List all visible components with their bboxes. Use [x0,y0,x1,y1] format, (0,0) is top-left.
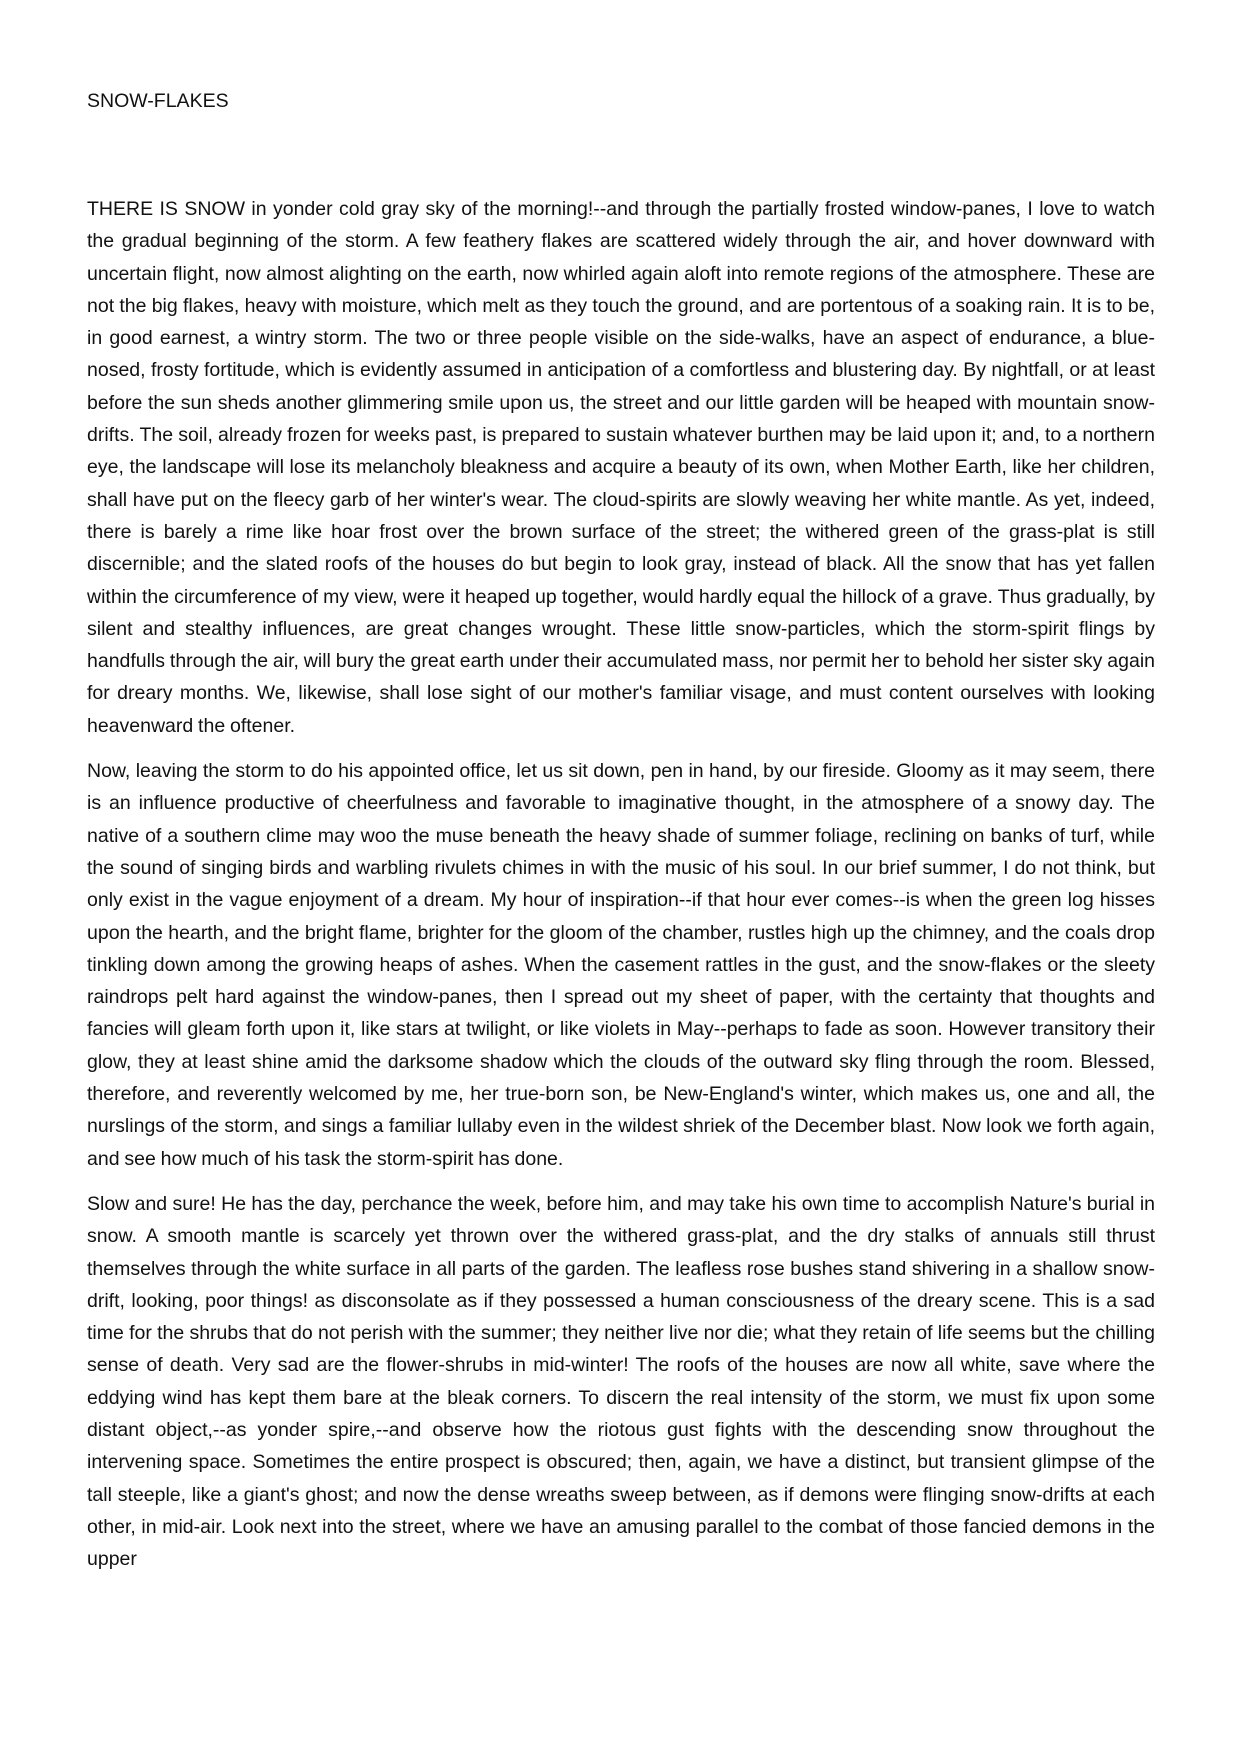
paragraph-3: Slow and sure! He has the day, perchance the week, before him, and may take his own time to accomplish Nature's burial in snow. A smooth mantle is scarcely yet thrown over the withered grass-plat, and the dry stalks of annuals still thrust themselves through the white surface in all parts of the garden. The leafless rose bushes stand shivering in a shallow snow-drift, looking, poor things! as disconsolate as if they possessed a human consciousness of the dreary scene. This is a sad time for the shrubs that do not perish with the summer; they neither live nor die; what they retain of life seems but the chilling sense of death. Very sad are the flower-shrubs in mid-winter! The roofs of the houses are now all white, save where the eddying wind has kept them bare at the bleak corners. To discern the real intensity of the storm, we must fix upon some distant object,--as yonder spire,--and observe how the riotous gust fights with the descending snow throughout the intervening space. Sometimes the entire prospect is obscured; then, again, we have a distinct, but transient glimpse of the tall steeple, like a giant's ghost; and now the dense wreaths sweep between, as if demons were flinging snow-drifts at each other, in mid-air. Look next into the street, where we have an amusing parallel to the combat of those fancied demons in the upper [87,1192,1155,1571]
page-title: SNOW-FLAKES [87,90,229,112]
paragraph-2: Now, leaving the storm to do his appointed office, let us sit down, pen in hand, by our fireside. Gloomy as it may seem, there is an influence productive of cheerfulness and favorable to imaginative thought, in the atmosphere of a snowy day. The native of a southern clime may woo the muse beneath the heavy shade of summer foliage, reclining on banks of turf, while the sound of singing birds and warbling rivulets chimes in with the music of his soul. In our brief summer, I do not think, but only exist in the vague enjoyment of a dream. My hour of inspiration--if that hour ever comes--is when the green log hisses upon the hearth, and the bright flame, brighter for the gloom of the chamber, rustles high up the chimney, and the coals drop tinkling down among the growing heaps of ashes. When the casement rattles in the gust, and the snow-flakes or the sleety raindrops pelt hard against the window-panes, then I spread out my sheet of paper, with the certainty that thoughts and fancies will gleam forth upon it, like stars at twilight, or like violets in May--perhaps to fade as soon. However transitory their glow, they at least shine amid the darksome shadow which the clouds of the outward sky fling through the room. Blessed, therefore, and reverently welcomed by me, her true-born son, be New-England's winter, which makes us, one and all, the nurslings of the storm, and sings a familiar lullaby even in the wildest shriek of the December blast. Now look we forth again, and see how much of his task the storm-spirit has done. [87,760,1155,1170]
paragraph-1: THERE IS SNOW in yonder cold gray sky of the morning!--and through the partially frosted window-panes, I love to watch the gradual beginning of the storm. A few feathery flakes are scattered widely through the air, and hover downward with uncertain flight, now almost alighting on the earth, now whirled again aloft into remote regions of the atmosphere. These are not the big flakes, heavy with moisture, which melt as they touch the ground, and are portentous of a soaking rain. It is to be, in good earnest, a wintry storm. The two or three people visible on the side-walks, have an aspect of endurance, a blue-nosed, frosty fortitude, which is evidently assumed in anticipation of a comfortless and blustering day. By nightfall, or at least before the sun sheds another glimmering smile upon us, the street and our little garden will be heaped with mountain snow-drifts. The soil, already frozen for weeks past, is prepared to sustain whatever burthen may be laid upon it; and, to a northern eye, the landscape will lose its melancholy bleakness and acquire a beauty of its own, when Mother Earth, like her children, shall have put on the fleecy garb of her winter's wear. The cloud-spirits are slowly weaving her white mantle. As yet, indeed, there is barely a rime like hoar frost over the brown surface of the street; the withered green of the grass-plat is still discernible; and the slated roofs of the houses do but begin to look gray, instead of black. All the snow that has yet fallen within the circumference of my view, were it heaped up together, would hardly equal the hillock of a grave. Thus gradually, by silent and stealthy influences, are great changes wrought. These little snow-particles, which the storm-spirit flings by handfulls through the air, will bury the great earth under their accumulated mass, nor permit her to behold her sister sky again for dreary months. We, likewise, shall lose sight of our mother's familiar visage, and must content ourselves with looking heavenward the oftener. [87,198,1155,737]
document-body [87,193,1155,1588]
